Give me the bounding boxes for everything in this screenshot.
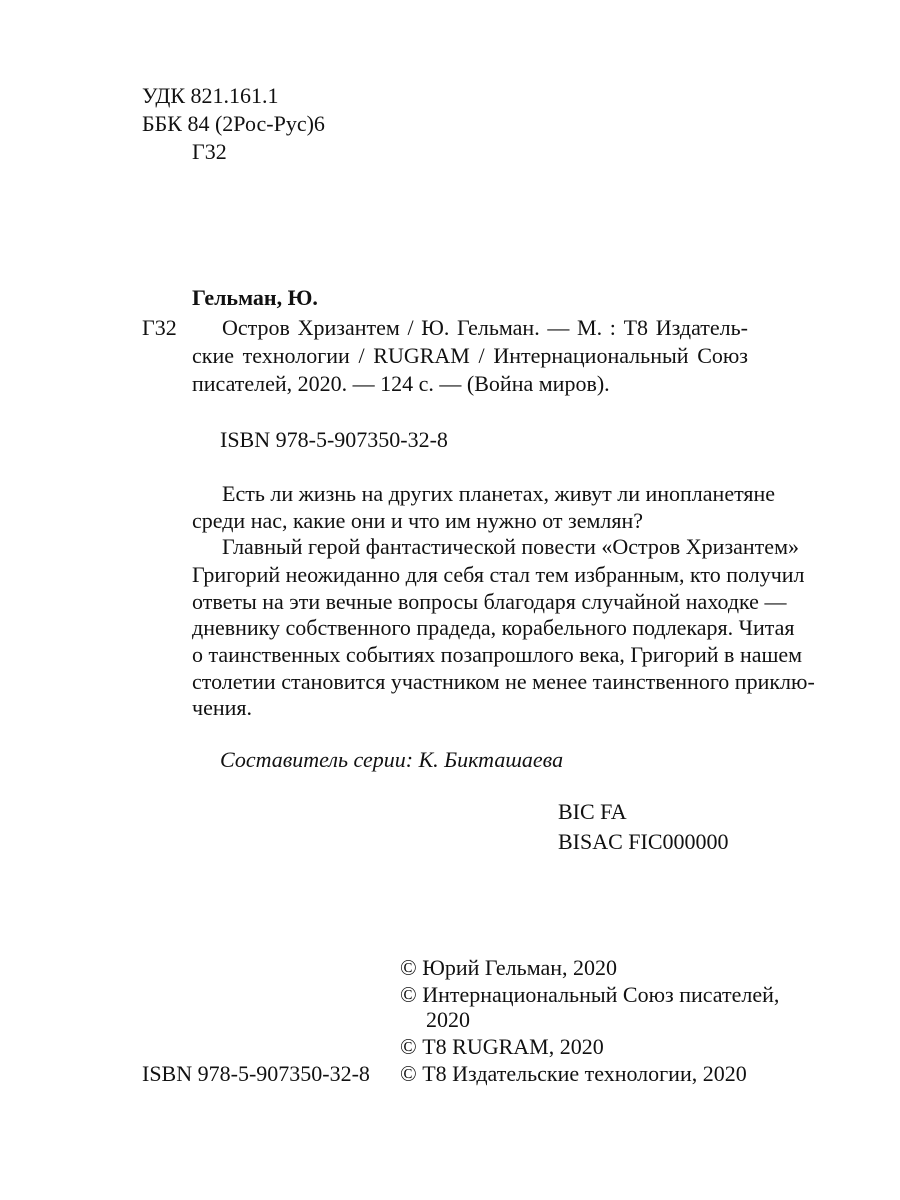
annotation-line: Главный герой фантастической повести «Остров Хризантем»	[222, 534, 799, 559]
record-line: ские технологии / RUGRAM / Интернациональный Союз	[192, 343, 748, 368]
record-line: писателей, 2020. — 124 с. — (Война миров).	[192, 371, 610, 396]
record-author: Гельман, Ю.	[192, 285, 318, 310]
annotation-line: чения.	[192, 695, 252, 720]
copyright-line: © Юрий Гельман, 2020	[400, 955, 618, 980]
annotation-line: Григорий неожиданно для себя стал тем избранным, кто получил	[192, 562, 805, 587]
annotation-line: столетии становится участником не менее таинственного приклю-	[192, 669, 815, 694]
udk-code: УДК 821.161.1	[142, 83, 279, 108]
copyright-line: © Т8 Издательские технологии, 2020	[400, 1061, 747, 1086]
copyright-line: 2020	[426, 1007, 470, 1032]
annotation-line: ответы на эти вечные вопросы благодаря случайной находке —	[192, 589, 787, 614]
bisac-code: BISAC FIC000000	[558, 829, 729, 854]
annotation-line: Есть ли жизнь на других планетах, живут ли инопланетяне	[222, 481, 776, 506]
author-mark: Г32	[192, 139, 227, 164]
annotation-line: о таинственных событиях позапрошлого века, Григорий в нашем	[192, 642, 803, 667]
bic-code: BIC FA	[558, 799, 627, 824]
record-isbn: ISBN 978-5-907350-32-8	[220, 427, 448, 452]
record-line: Остров Хризантем / Ю. Гельман. — М. : Т8 Издатель-	[222, 315, 748, 340]
annotation-line: среди нас, какие они и что им нужно от землян?	[192, 508, 644, 533]
series-compiler: Составитель серии: К. Бикташаева	[220, 747, 564, 772]
annotation-line: дневнику собственного прадеда, корабельного подлекаря. Читая	[192, 615, 795, 640]
copyright-line: © Т8 RUGRAM, 2020	[400, 1034, 604, 1059]
bbk-code: ББК 84 (2Рос-Рус)6	[142, 111, 325, 136]
copyright-line: © Интернациональный Союз писателей,	[400, 982, 780, 1007]
footer-isbn: ISBN 978-5-907350-32-8	[142, 1061, 370, 1086]
record-author-mark: Г32	[142, 315, 177, 340]
